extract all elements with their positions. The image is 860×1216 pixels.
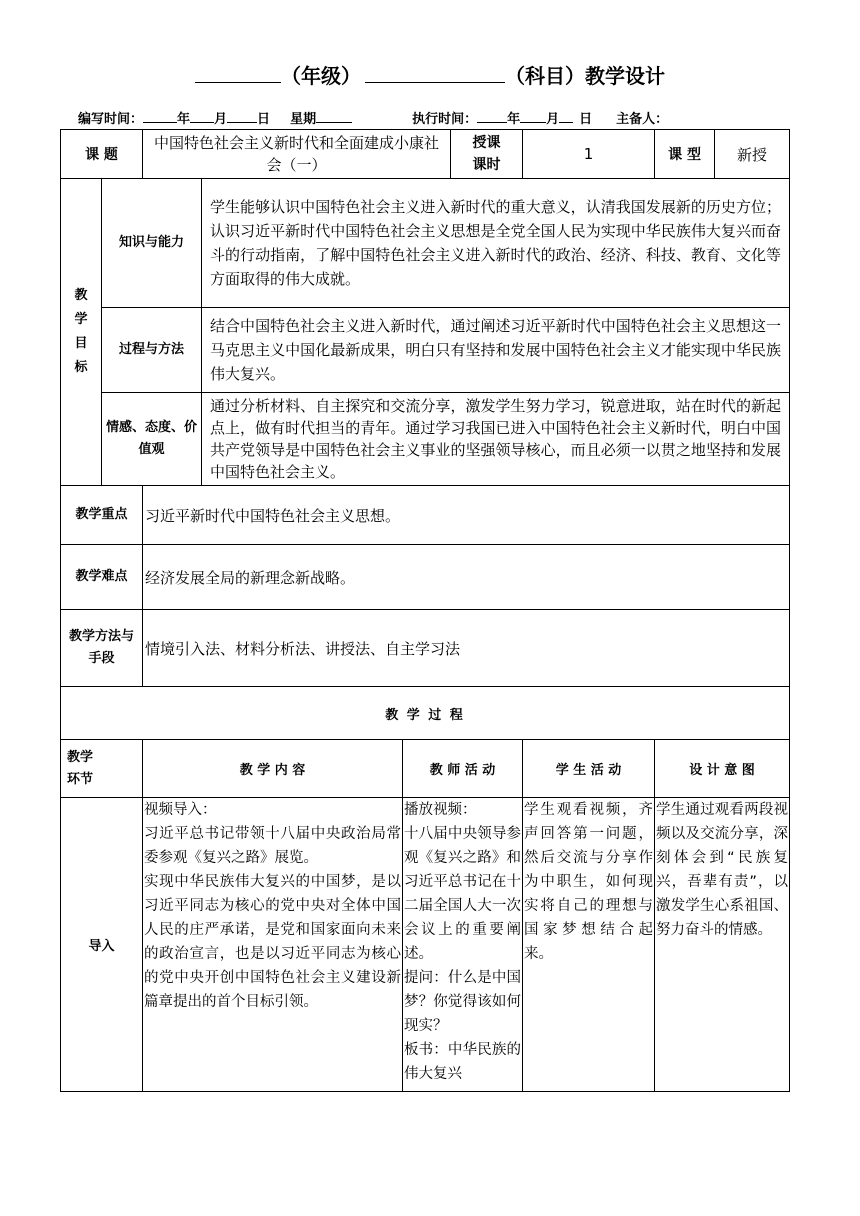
blank	[190, 109, 214, 123]
process-row	[61, 798, 790, 1092]
page-title	[0, 60, 860, 89]
difficulty-row	[61, 545, 790, 610]
intent-cell: 学生通过观看两段视频以及交流分享，深刻体会到“民族复兴，吾辈有责”，以激发学生心系祖国、努力奋斗的情感。	[655, 798, 790, 1092]
process-header-row	[61, 740, 790, 798]
write-time-label: 编写时间：	[78, 112, 144, 127]
student-cell: 学生观看视频，齐声回答第一问题，然后交流与分享作为中职生，如何现实将自己的理想与国家梦想结合起来。	[523, 798, 655, 1092]
title-subject: （科目）教学设计	[505, 64, 665, 88]
preparer-label: 主备人：	[616, 112, 669, 127]
topic-value: 中国特色社会主义新时代和全面建成小康社会（一）	[143, 130, 451, 179]
topic-row	[61, 130, 790, 179]
hours-label	[451, 130, 523, 179]
objective-label: 情感、态度、价值观	[102, 393, 202, 486]
hours-value: 1	[523, 130, 655, 179]
objective-row-knowledge	[61, 179, 790, 308]
blank	[520, 109, 546, 123]
objective-label: 过程与方法	[102, 308, 202, 393]
lesson-plan-table	[60, 129, 790, 1092]
year-label: 年	[507, 112, 521, 127]
subject-blank	[365, 64, 505, 83]
hours-label-1: 授课	[472, 135, 501, 151]
intent-header: 设 计 意 图	[655, 740, 790, 798]
student-header: 学 生 活 动	[523, 740, 655, 798]
blank	[316, 109, 352, 123]
day-label: 日	[257, 112, 271, 127]
weekday-label: 星期	[290, 112, 317, 127]
stage-header-1: 教学	[67, 749, 94, 765]
difficulty-label: 教学难点	[61, 545, 143, 610]
key-point-row	[61, 486, 790, 545]
blank	[559, 109, 573, 123]
month-label: 月	[546, 112, 560, 127]
teacher-cell: 播放视频： 十八届中央领导参观《复兴之路》和习近平总书记在十二届全国人大一次会议上的重要阐述。 提问：什么是中国梦？你觉得该如何现实？ 板书：中华民族的伟大复兴	[403, 798, 523, 1092]
objective-row-process	[61, 308, 790, 393]
content-header: 教 学 内 容	[143, 740, 403, 798]
blank	[143, 109, 177, 123]
content-cell: 视频导入： 习近平总书记带领十八届中央政治局常委参观《复兴之路》展览。 实现中华民族伟大复兴的中国梦，是以习近平同志为核心的党中央对全体中国人民的庄严承诺，是党和国家面向未来的政治宣言，也是以习近平同志为核心的党中央开创中国特色社会主义建设新篇章提出的首个目标引领。	[143, 798, 403, 1092]
objective-text: 学生能够认识中国特色社会主义进入新时代的重大意义，认清我国发展新的历史方位；认识习近平新时代中国特色社会主义思想是全党全国人民为实现中华民族伟大复兴而奋斗的行动指南，了解中国特色社会主义进入新时代的政治、经济、科技、教育、文化等方面取得的伟大成就。	[202, 179, 790, 308]
objective-text: 通过分析材料、自主探究和交流分享，激发学生努力学习，锐意进取，站在时代的新起点上，做有时代担当的青年。通过学习我国已进入中国特色社会主义新时代，明白中国共产党领导是中国特色社会主义事业的坚强领导核心，而且必须一以贯之地坚持和发展中国特色社会主义。	[202, 393, 790, 486]
objectives-char: 目	[74, 336, 88, 351]
topic-label: 课 题	[61, 130, 143, 179]
key-point-label: 教学重点	[61, 486, 143, 545]
year-label: 年	[177, 112, 191, 127]
type-value: 新授	[715, 130, 790, 179]
methods-label-2: 手段	[88, 651, 115, 666]
objectives-char: 学	[74, 312, 88, 327]
stage-header-2: 环节	[67, 771, 94, 787]
objectives-char: 标	[74, 360, 88, 375]
type-label: 课 型	[655, 130, 715, 179]
stage-header	[61, 740, 143, 798]
meta-line	[78, 108, 668, 127]
objectives-char: 教	[74, 288, 88, 303]
process-title: 教 学 过 程	[61, 687, 790, 740]
title-grade: （年级）	[281, 64, 361, 88]
methods-label-1: 教学方法与	[68, 629, 134, 644]
difficulty-text: 经济发展全局的新理念新战略。	[143, 545, 790, 610]
process-title-row	[61, 687, 790, 740]
hours-label-2: 课时	[472, 157, 501, 173]
teacher-header: 教 师 活 动	[403, 740, 523, 798]
stage-cell: 导入	[61, 798, 143, 1092]
methods-row	[61, 610, 790, 687]
exec-time-label: 执行时间：	[412, 112, 478, 127]
objective-row-emotion	[61, 393, 790, 486]
blank	[477, 109, 507, 123]
objectives-label	[61, 179, 102, 486]
methods-text: 情境引入法、材料分析法、讲授法、自主学习法	[143, 610, 790, 687]
key-point-text: 习近平新时代中国特色社会主义思想。	[143, 486, 790, 545]
day-label: 日	[579, 112, 593, 127]
grade-blank	[195, 64, 281, 83]
objective-label: 知识与能力	[102, 179, 202, 308]
methods-label	[61, 610, 143, 687]
month-label: 月	[214, 112, 228, 127]
blank	[227, 109, 257, 123]
objective-text: 结合中国特色社会主义进入新时代，通过阐述习近平新时代中国特色社会主义思想这一马克思主义中国化最新成果，明白只有坚持和发展中国特色社会主义才能实现中华民族伟大复兴。	[202, 308, 790, 393]
